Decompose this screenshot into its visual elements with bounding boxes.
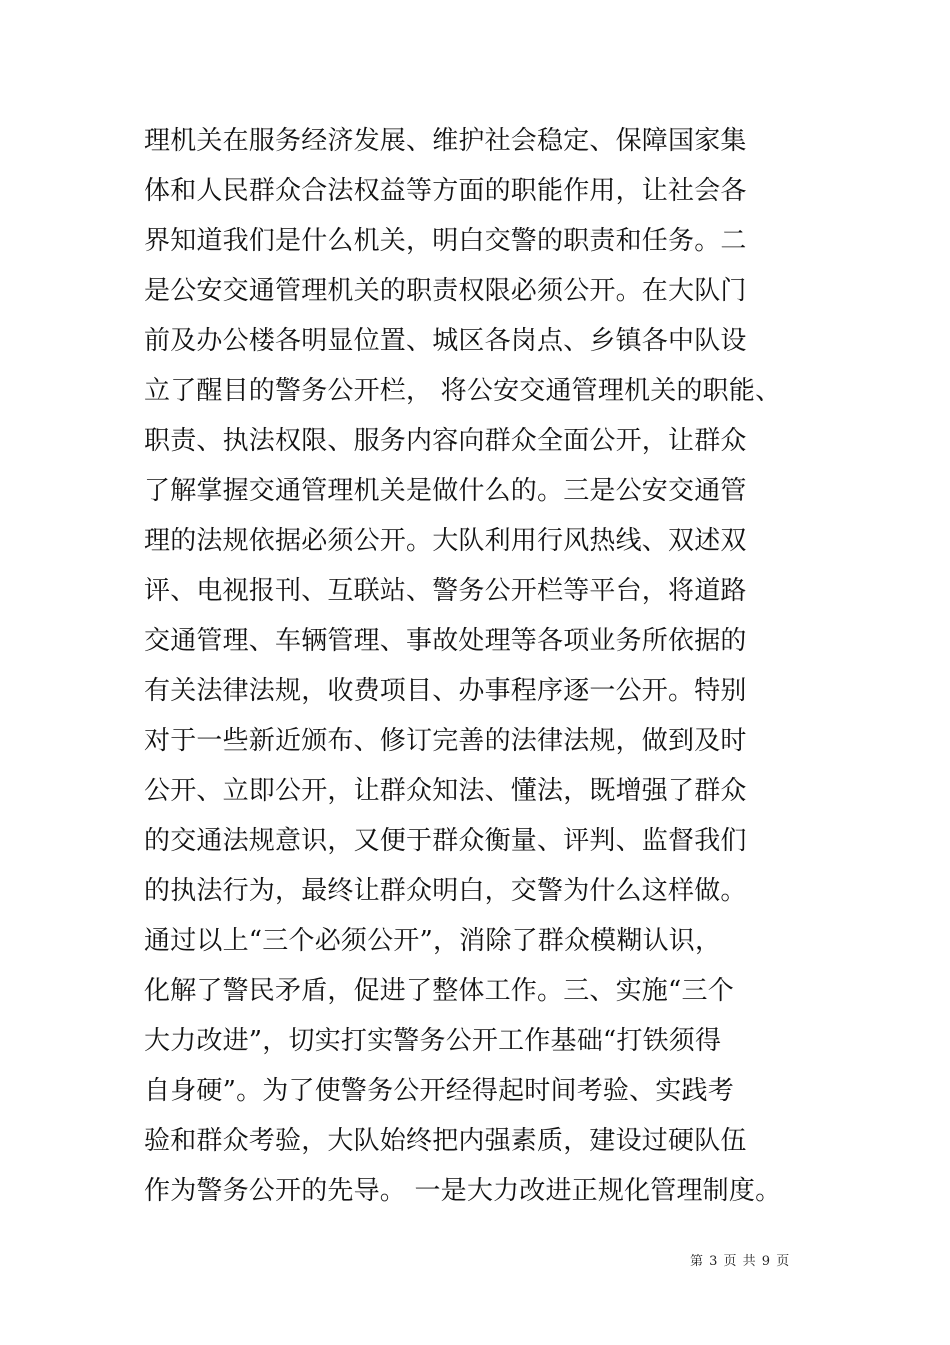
text-line: 界知道我们是什么机关，明白交警的职责和任务。二 [144,226,747,256]
text-line: 自身硬”。为了使警务公开经得起时间考验、实践考 [144,1076,734,1106]
text-line: 立了醒目的警务公开栏， 将公安交通管理机关的职能、 [144,376,782,406]
text-line: 是公安交通管理机关的职责权限必须公开。在大队门 [144,276,747,306]
text-line: 通过以上“三个必须公开”，消除了群众模糊认识， [144,926,722,956]
text-line: 了解掌握交通管理机关是做什么的。三是公安交通管 [144,476,747,506]
text-line: 前及办公楼各明显位置、城区各岗点、乡镇各中队设 [144,326,747,356]
text-line: 理的法规依据必须公开。大队利用行风热线、双述双 [144,526,747,556]
text-line: 验和群众考验，大队始终把内强素质，建设过硬队伍 [144,1126,747,1156]
text-line: 的执法行为，最终让群众明白，交警为什么这样做。 [144,876,747,906]
text-line: 评、电视报刊、互联站、警务公开栏等平台，将道路 [144,576,747,606]
text-line: 的交通法规意识，又便于群众衡量、评判、监督我们 [144,826,747,856]
page-number-footer: 第 3 页 共 9 页 [690,1254,791,1269]
text-line: 对于一些新近颁布、修订完善的法律法规，做到及时 [144,726,747,756]
text-line: 化解了警民矛盾，促进了整体工作。三、实施“三个 [144,976,734,1006]
text-line: 大力改进”，切实打实警务公开工作基础“打铁须得 [144,1026,722,1056]
text-line: 有关法律法规，收费项目、办事程序逐一公开。特别 [144,676,747,706]
text-line: 职责、执法权限、服务内容向群众全面公开，让群众 [144,426,747,456]
text-line: 作为警务公开的先导。 一是大力改进正规化管理制度。 [144,1176,782,1206]
text-line: 理机关在服务经济发展、维护社会稳定、保障国家集 [144,126,747,156]
text-line: 公开、立即公开，让群众知法、懂法，既增强了群众 [144,776,747,806]
text-line: 交通管理、车辆管理、事故处理等各项业务所依据的 [144,626,747,656]
text-line: 体和人民群众合法权益等方面的职能作用，让社会各 [144,176,747,206]
body-text [144,116,844,1216]
